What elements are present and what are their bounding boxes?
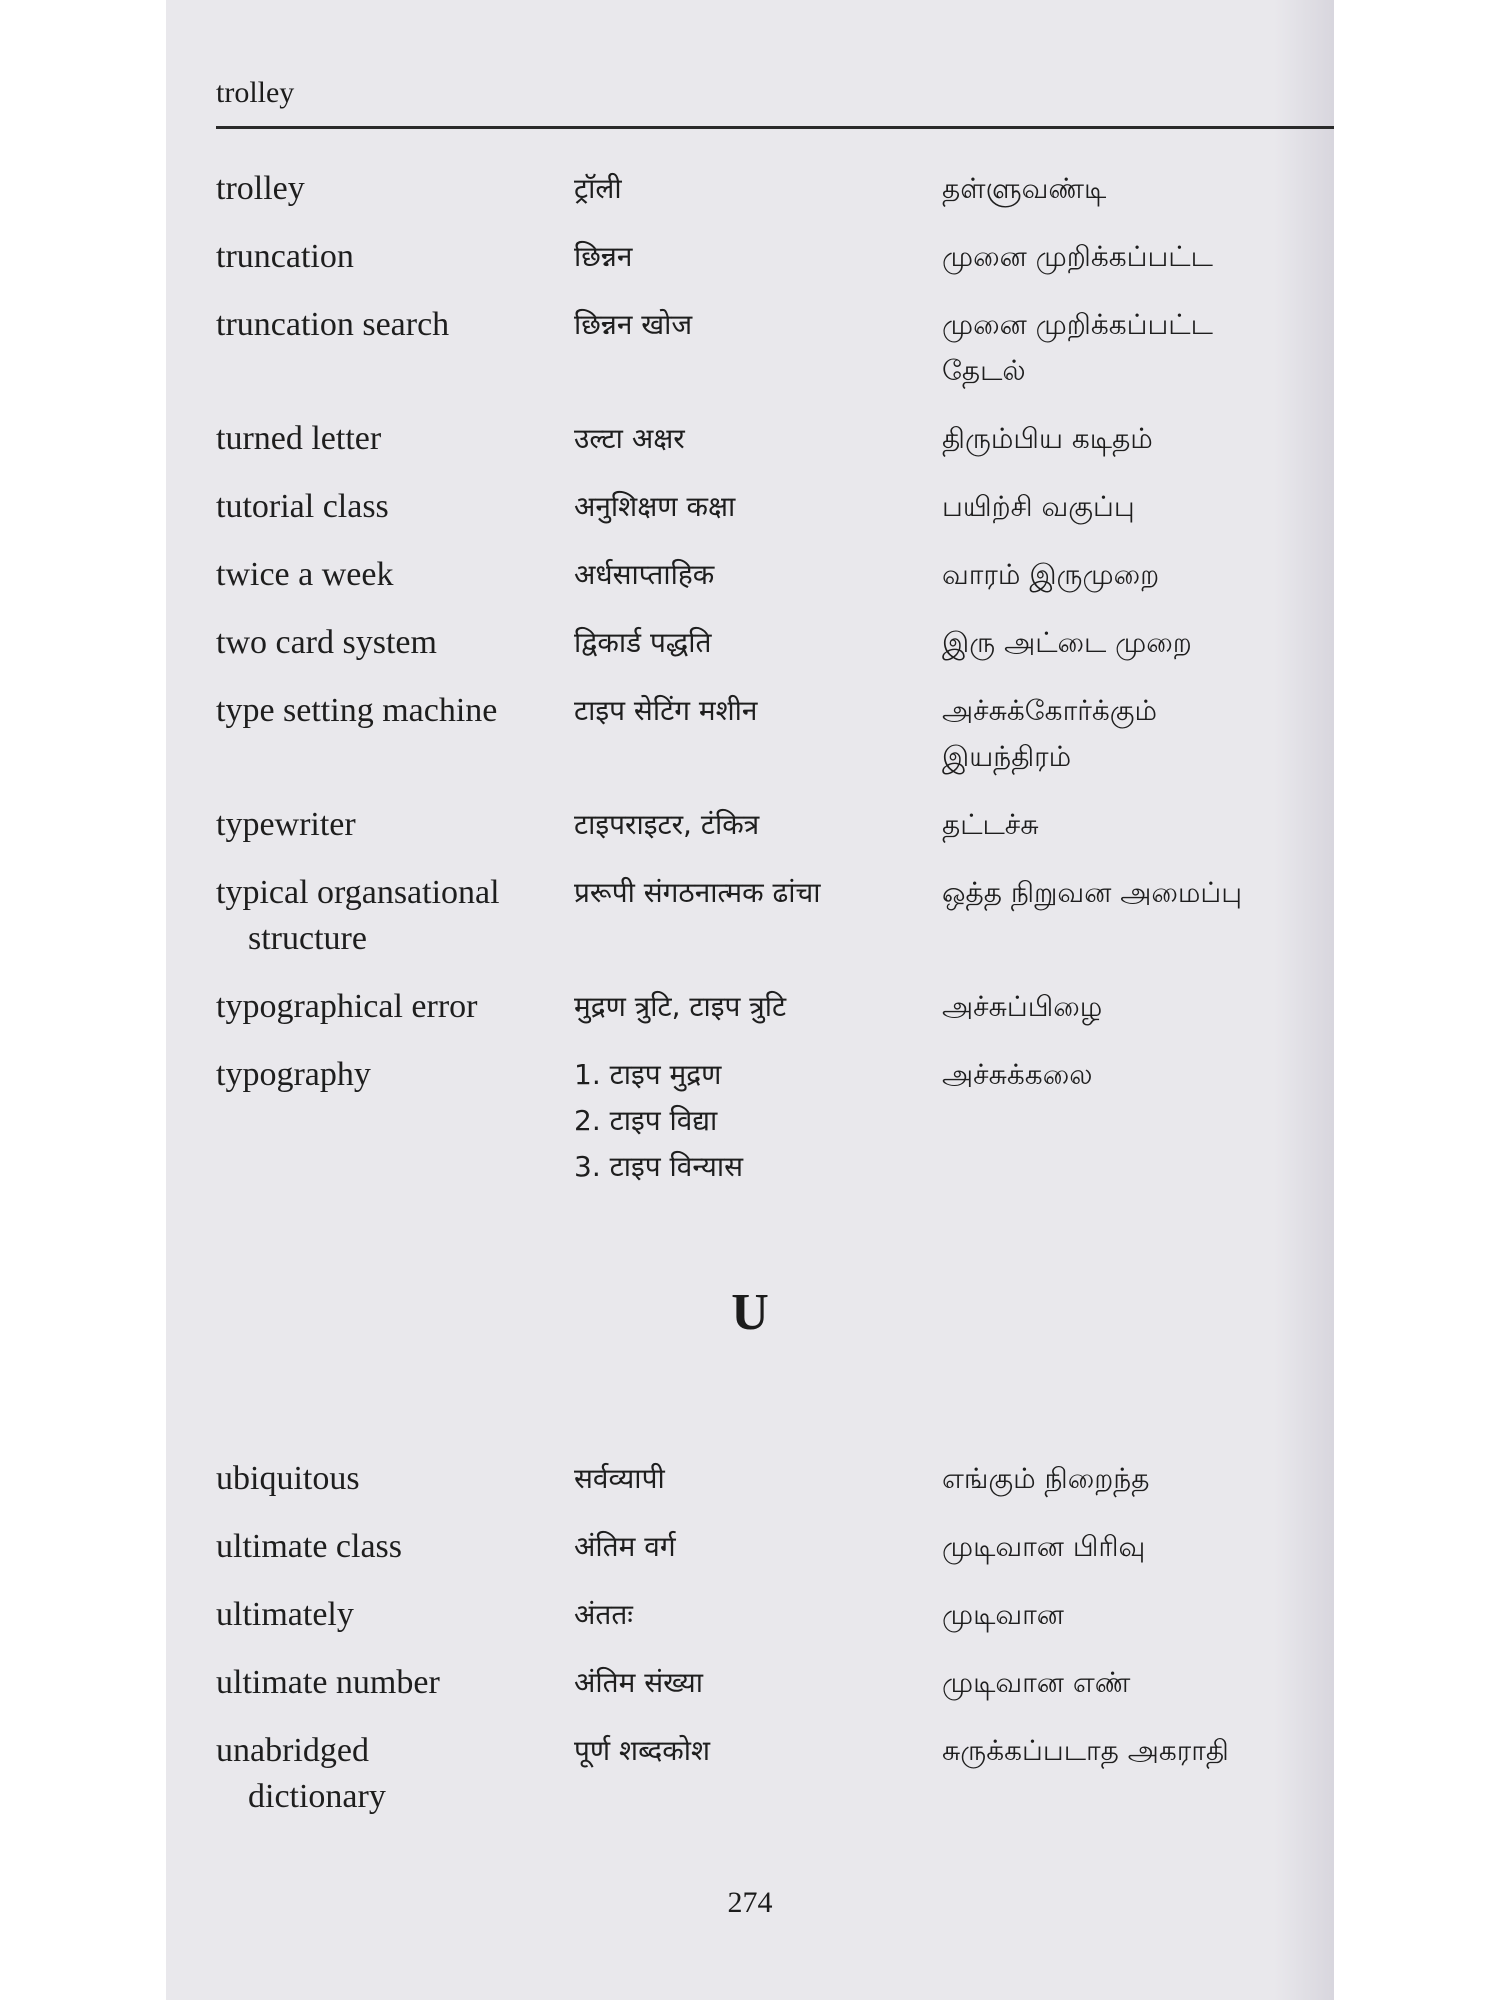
hindi-translation (574, 234, 942, 280)
tamil-translation-line: அச்சுப்பிழை (942, 990, 1103, 1023)
english-term-line: dictionary (248, 1778, 386, 1815)
hindi-translation-line: 3. टाइप विन्यास (574, 1150, 744, 1183)
english-term (216, 1456, 574, 1502)
hindi-translation-line: छिन्नन (574, 240, 633, 273)
english-term-line: trolley (216, 170, 305, 207)
english-term (216, 984, 574, 1030)
hindi-translation-line: टाइप सेटिंग मशीन (574, 694, 758, 727)
hindi-translation-line: 1. टाइप मुद्रण (574, 1058, 722, 1091)
tamil-translation (942, 802, 1326, 848)
hindi-translation (574, 984, 942, 1030)
tamil-translation-line: இயந்திரம் (942, 740, 1072, 773)
tamil-translation-line: சுருக்கப்படாத அகராதி (942, 1734, 1229, 1767)
english-term (216, 416, 574, 462)
hindi-translation (574, 1592, 942, 1638)
tamil-translation-line: அச்சுக்கோர்க்கும் (942, 694, 1158, 727)
hindi-translation (574, 484, 942, 530)
tamil-translation-line: இரு அட்டை முறை (942, 626, 1192, 659)
dictionary-entry (216, 1660, 1326, 1706)
english-term (216, 802, 574, 848)
dictionary-entry (216, 552, 1326, 598)
english-term-line: twice a week (216, 556, 394, 593)
tamil-translation-line: தட்டச்சு (942, 808, 1039, 841)
tamil-translation (942, 688, 1326, 780)
dictionary-page (166, 0, 1334, 2000)
running-head: trolley (216, 76, 295, 109)
tamil-translation-line: வாரம் இருமுறை (942, 558, 1160, 591)
english-term-line: type setting machine (216, 692, 498, 729)
english-term (216, 1660, 574, 1706)
hindi-translation (574, 166, 942, 212)
tamil-translation-line: திரும்பிய கடிதம் (942, 422, 1153, 455)
hindi-translation-line: 2. टाइप विद्या (574, 1104, 718, 1137)
tamil-translation (942, 1592, 1326, 1638)
english-term-line: truncation search (216, 306, 450, 343)
entries-section-t (216, 166, 1326, 1212)
page-number: 274 (727, 1886, 773, 1919)
english-term (216, 166, 574, 212)
dictionary-entry (216, 620, 1326, 666)
english-term-line: two card system (216, 624, 437, 661)
english-term (216, 1052, 574, 1190)
english-term (216, 234, 574, 280)
dictionary-entry (216, 1524, 1326, 1570)
hindi-translation (574, 1660, 942, 1706)
hindi-translation-line: अंतिम वर्ग (574, 1530, 676, 1563)
english-term-line: ubiquitous (216, 1460, 360, 1497)
tamil-translation (942, 620, 1326, 666)
hindi-translation-line: मुद्रण त्रुटि, टाइप त्रुटि (574, 990, 787, 1023)
tamil-translation (942, 484, 1326, 530)
hindi-translation (574, 416, 942, 462)
hindi-translation (574, 1728, 942, 1820)
english-term (216, 552, 574, 598)
english-term-line: turned letter (216, 420, 382, 457)
dictionary-entry (216, 1592, 1326, 1638)
english-term-line: typical organsational (216, 874, 500, 911)
hindi-translation-line: छिन्नन खोज (574, 308, 693, 341)
english-term (216, 688, 574, 780)
hindi-translation (574, 802, 942, 848)
dictionary-entry (216, 234, 1326, 280)
english-term (216, 870, 574, 962)
english-term-line: unabridged (216, 1732, 369, 1769)
tamil-translation (942, 984, 1326, 1030)
english-term-line: typographical error (216, 988, 478, 1025)
dictionary-entry (216, 484, 1326, 530)
english-term-line: typewriter (216, 806, 356, 843)
hindi-translation (574, 1052, 942, 1190)
dictionary-entry (216, 984, 1326, 1030)
tamil-translation-line: பயிற்சி வகுப்பு (942, 490, 1135, 523)
english-term (216, 1728, 574, 1820)
tamil-translation (942, 1660, 1326, 1706)
dictionary-entry (216, 688, 1326, 780)
hindi-translation (574, 688, 942, 780)
hindi-translation-line: अर्धसाप्ताहिक (574, 558, 715, 591)
tamil-translation (942, 1456, 1326, 1502)
tamil-translation-line: ஒத்த நிறுவன அமைப்பு (942, 876, 1243, 909)
hindi-translation-line: उल्टा अक्षर (574, 422, 685, 455)
english-term (216, 1592, 574, 1638)
tamil-translation-line: அச்சுக்கலை (942, 1058, 1093, 1091)
dictionary-entry (216, 166, 1326, 212)
english-term (216, 1524, 574, 1570)
hindi-translation-line: ट्रॉली (574, 172, 622, 205)
tamil-translation (942, 870, 1326, 962)
header-rule (216, 126, 1334, 129)
tamil-translation-line: எங்கும் நிறைந்த (942, 1462, 1150, 1495)
hindi-translation (574, 870, 942, 962)
tamil-translation (942, 1052, 1326, 1190)
english-term-line: structure (248, 920, 367, 957)
tamil-translation (942, 166, 1326, 212)
tamil-translation-line: தேடல் (942, 354, 1026, 387)
tamil-translation (942, 416, 1326, 462)
english-term (216, 302, 574, 394)
hindi-translation-line: टाइपराइटर, टंकित्र (574, 808, 760, 841)
dictionary-entry (216, 1456, 1326, 1502)
english-term-line: truncation (216, 238, 354, 275)
hindi-translation-line: अंततः (574, 1598, 633, 1631)
hindi-translation (574, 620, 942, 666)
hindi-translation (574, 302, 942, 394)
hindi-translation-line: अंतिम संख्या (574, 1666, 704, 1699)
dictionary-entry (216, 416, 1326, 462)
section-letter: U (731, 1284, 769, 1341)
hindi-translation (574, 1524, 942, 1570)
tamil-translation-line: முனை முறிக்கப்பட்ட (942, 308, 1213, 341)
tamil-translation (942, 552, 1326, 598)
tamil-translation (942, 234, 1326, 280)
hindi-translation-line: सर्वव्यापी (574, 1462, 665, 1495)
tamil-translation-line: முனை முறிக்கப்பட்ட (942, 240, 1213, 273)
hindi-translation-line: अनुशिक्षण कक्षा (574, 490, 736, 523)
tamil-translation (942, 302, 1326, 394)
english-term (216, 620, 574, 666)
english-term (216, 484, 574, 530)
tamil-translation-line: முடிவான (942, 1598, 1064, 1631)
hindi-translation (574, 1456, 942, 1502)
hindi-translation-line: पूर्ण शब्दकोश (574, 1734, 711, 1767)
dictionary-entry (216, 802, 1326, 848)
dictionary-entry (216, 1728, 1326, 1820)
english-term-line: typography (216, 1056, 371, 1093)
tamil-translation-line: முடிவான பிரிவு (942, 1530, 1146, 1563)
dictionary-entry (216, 1052, 1326, 1190)
tamil-translation (942, 1524, 1326, 1570)
tamil-translation-line: முடிவான எண் (942, 1666, 1131, 1699)
english-term-line: ultimate number (216, 1664, 440, 1701)
hindi-translation-line: प्ररूपी संगठनात्मक ढांचा (574, 876, 821, 909)
english-term-line: ultimate class (216, 1528, 403, 1565)
dictionary-entry (216, 302, 1326, 394)
english-term-line: tutorial class (216, 488, 389, 525)
hindi-translation-line: द्विकार्ड पद्धति (574, 626, 712, 659)
tamil-translation-line: தள்ளுவண்டி (942, 172, 1107, 205)
hindi-translation (574, 552, 942, 598)
tamil-translation (942, 1728, 1326, 1820)
english-term-line: ultimately (216, 1596, 354, 1633)
dictionary-entry (216, 870, 1326, 962)
entries-section-u (216, 1456, 1326, 1842)
